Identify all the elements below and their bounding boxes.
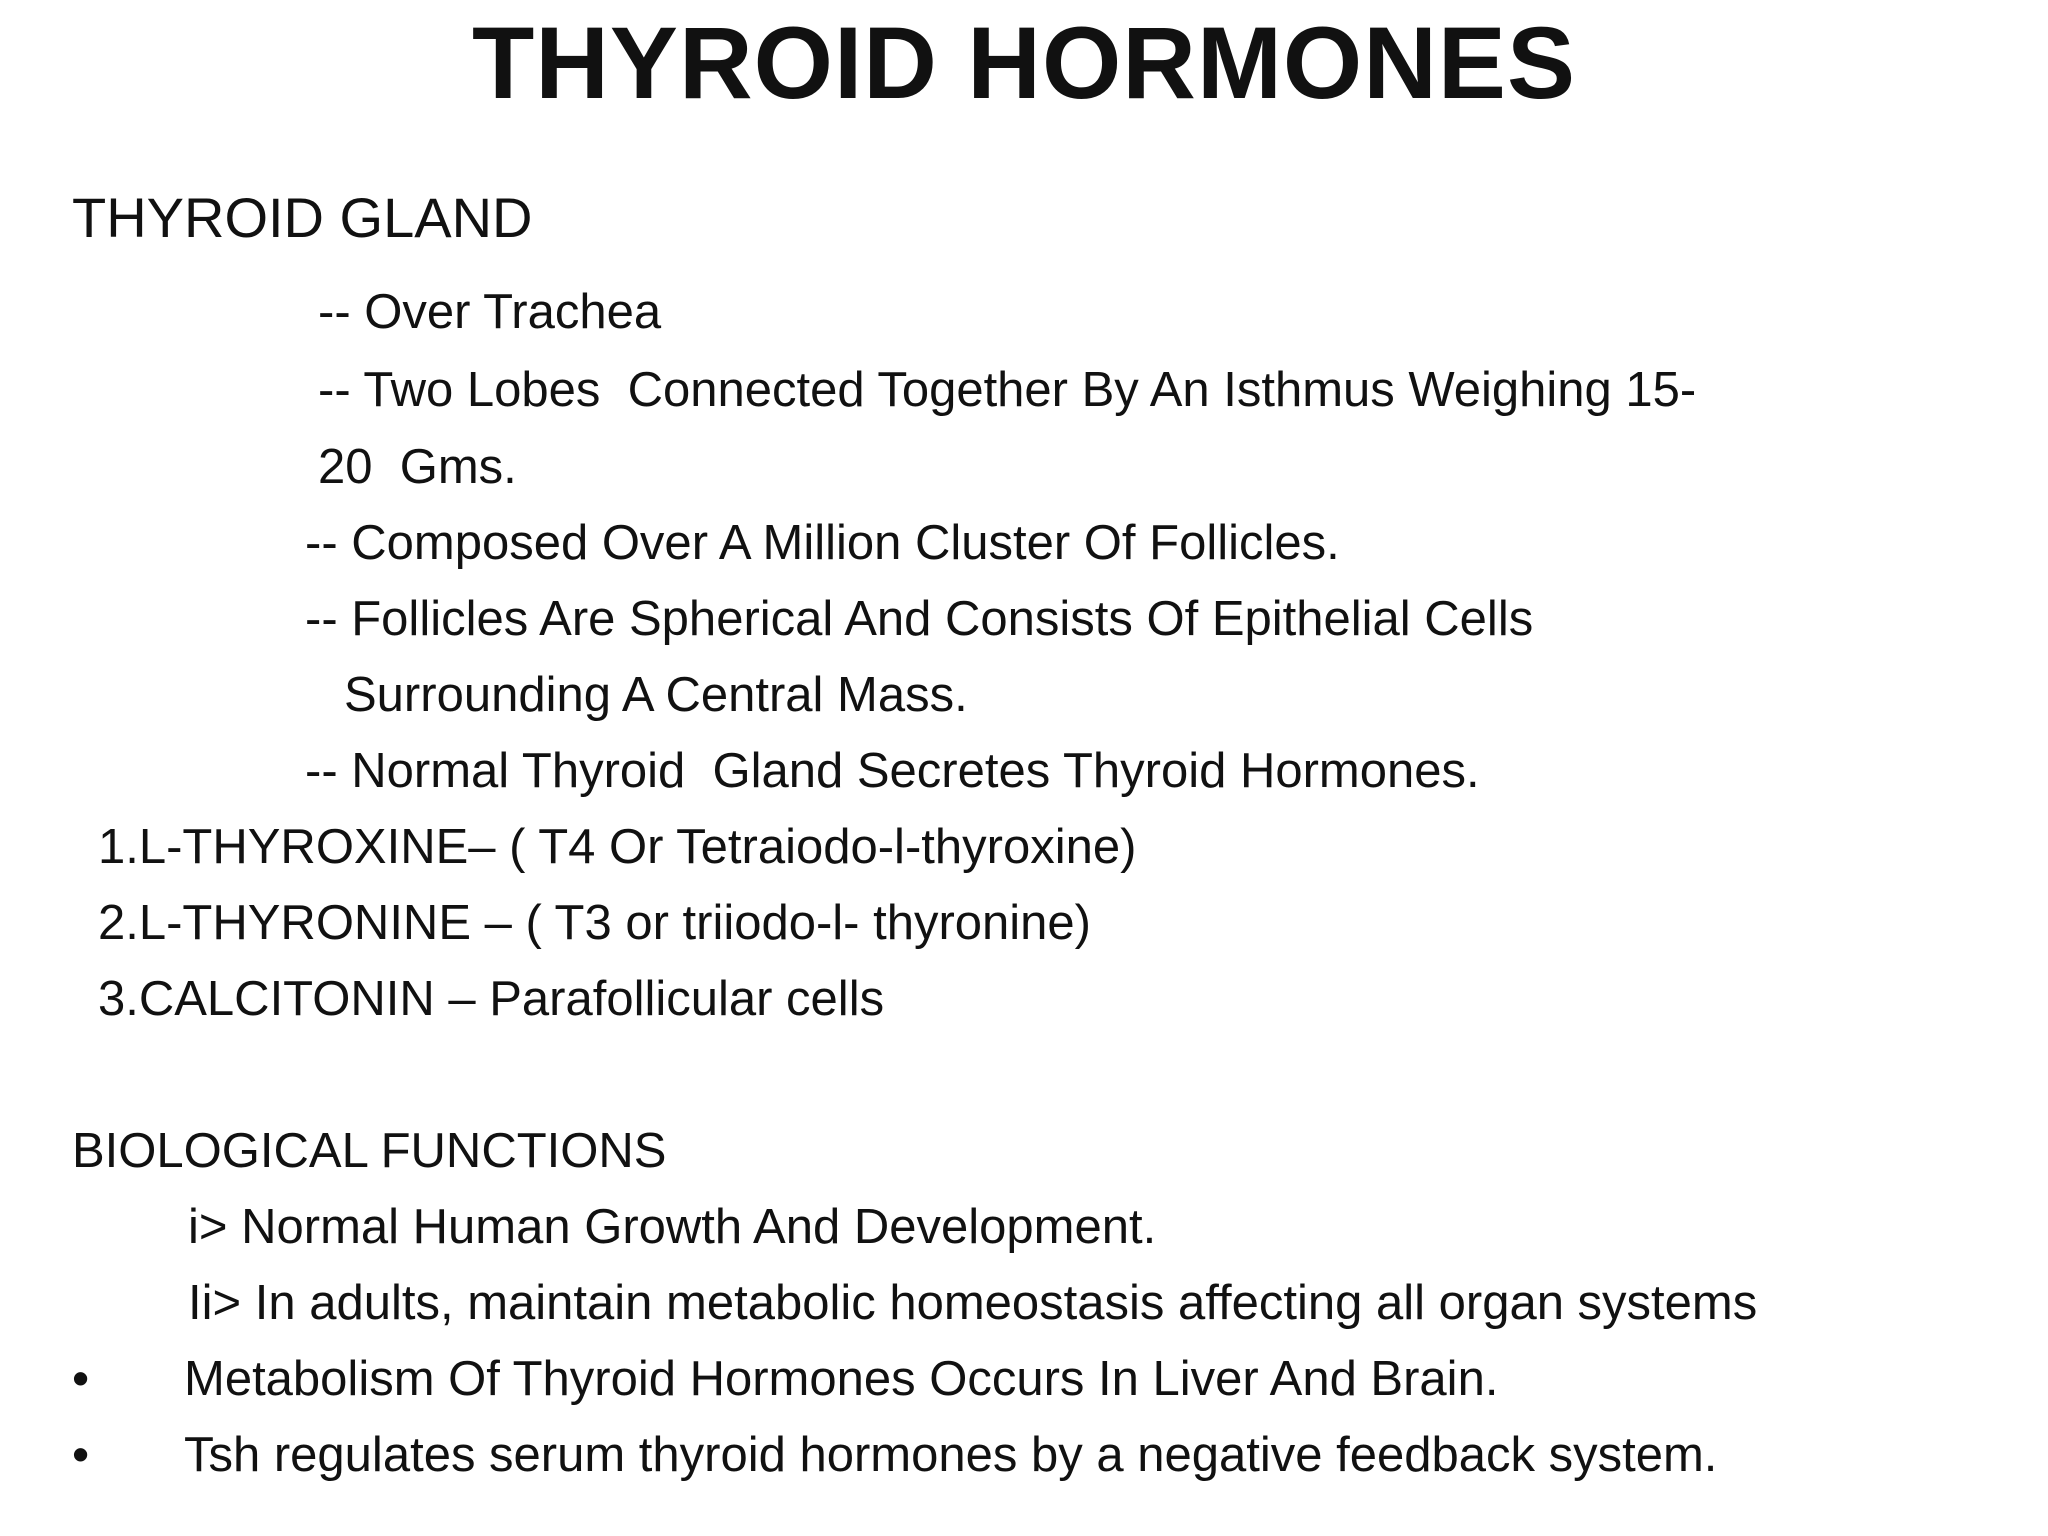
hormone-item-calcitonin: 3.CALCITONIN – Parafollicular cells xyxy=(98,972,885,1026)
hormone-item-thyronine: 2.L-THYRONINE – ( T3 or triiodo-l- thyronine) xyxy=(98,896,1091,950)
bullet-marker: • xyxy=(72,1352,90,1406)
section-heading-biological-functions: BIOLOGICAL FUNCTIONS xyxy=(72,1124,667,1178)
gland-line-surrounding: Surrounding A Central Mass. xyxy=(344,668,968,722)
section-heading-thyroid-gland: THYROID GLAND xyxy=(72,186,533,249)
gland-line-follicles: -- Follicles Are Spherical And Consists Of Epithelial Cells xyxy=(305,592,1534,646)
gland-line-two-lobes: -- Two Lobes Connected Together By An Isthmus Weighing 15- xyxy=(318,363,1697,417)
gland-line-over-trachea: -- Over Trachea xyxy=(318,285,662,339)
gland-line-composed: -- Composed Over A Million Cluster Of Follicles. xyxy=(305,516,1340,570)
slide-title: THYROID HORMONES xyxy=(471,6,1577,120)
gland-line-secretes: -- Normal Thyroid Gland Secretes Thyroid Hormones. xyxy=(305,744,1480,798)
hormone-item-thyroxine: 1.L-THYROXINE– ( T4 Or Tetraiodo-l-thyroxine) xyxy=(98,820,1137,874)
gland-line-weight: 20 Gms. xyxy=(318,440,517,494)
function-item-growth: i> Normal Human Growth And Development. xyxy=(188,1200,1157,1254)
bullet-item-tsh: Tsh regulates serum thyroid hormones by a negative feedback system. xyxy=(184,1428,1718,1482)
bullet-item-metabolism: Metabolism Of Thyroid Hormones Occurs In Liver And Brain. xyxy=(184,1352,1499,1406)
function-item-homeostasis: Ii> In adults, maintain metabolic homeostasis affecting all organ systems xyxy=(188,1276,1758,1330)
bullet-marker: • xyxy=(72,1428,90,1482)
